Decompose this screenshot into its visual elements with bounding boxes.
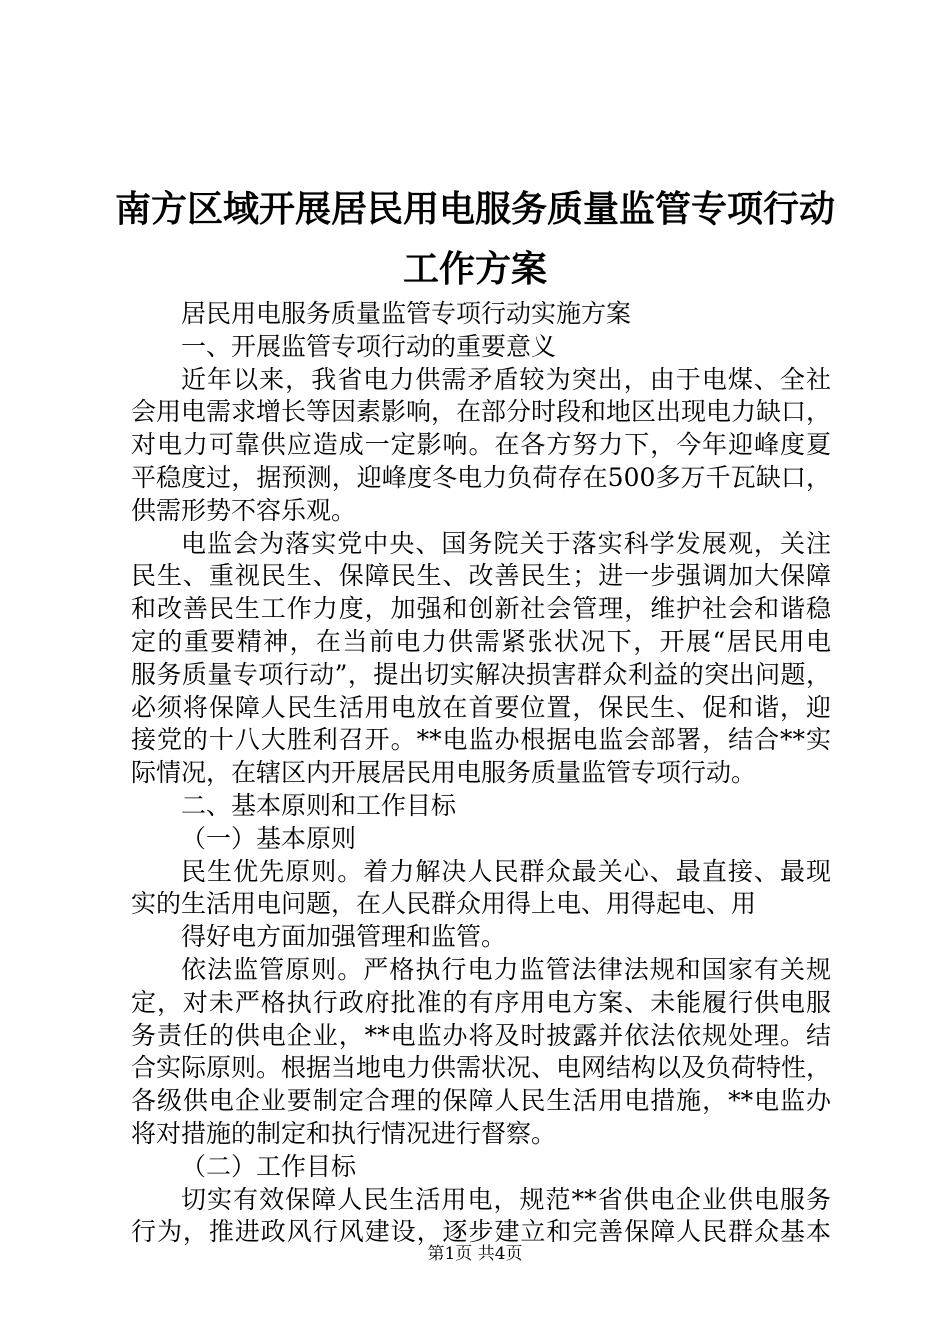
body-line: 际情况，在辖区内开展居民用电服务质量监管专项行动。: [131, 758, 757, 788]
body-line: 定，对未严格执行政府批准的有序用电方案、未能履行供电服: [131, 987, 831, 1017]
body-line: 行为，推进政风行风建设，逐步建立和完善保障人民群众基本: [131, 1217, 831, 1247]
body-line: 得好电方面加强管理和监管。: [181, 922, 507, 952]
body-line: 定的重要精神，在当前电力供需紧张状况下，开展“居民用电: [131, 626, 831, 656]
body-line: 实的生活用电问题，在人民群众用得上电、用得起电、用: [131, 889, 757, 919]
body-line: 民生、重视民生、保障民生、改善民生；进一步强调加大保障: [131, 561, 831, 591]
body-line: 平稳度过，据预测，迎峰度冬电力负荷存在500多万千瓦缺口，: [131, 462, 831, 492]
body-line: 切实有效保障人民生活用电，规范**省供电企业供电服务: [181, 1184, 831, 1214]
document-title-line-1: 南方区域开展居民用电服务质量监管专项行动: [114, 189, 835, 230]
body-line: 各级供电企业要制定合理的保障人民生活用电措施，**电监办: [131, 1086, 831, 1116]
body-line: 将对措施的制定和执行情况进行督察。: [131, 1118, 557, 1148]
body-line: 务责任的供电企业，**电监办将及时披露并依法依规处理。结: [131, 1020, 831, 1050]
body-line: 依法监管原则。严格执行电力监管法律法规和国家有关规: [181, 954, 831, 984]
body-line: 接党的十八大胜利召开。**电监办根据电监会部署，结合**实: [131, 725, 831, 755]
body-line: 会用电需求增长等因素影响，在部分时段和地区出现电力缺口，: [131, 397, 832, 427]
body-line: 和改善民生工作力度，加强和创新社会管理，维护社会和谐稳: [131, 594, 831, 624]
section-heading: 二、基本原则和工作目标: [181, 790, 457, 820]
document-title-line-2: 工作方案: [402, 249, 547, 290]
body-line: 居民用电服务质量监管专项行动实施方案: [181, 299, 632, 328]
section-heading: 一、开展监管专项行动的重要意义: [181, 331, 557, 361]
subsection-heading: （一）基本原则: [181, 823, 357, 853]
body-line: 电监会为落实党中央、国务院关于落实科学发展观，关注: [181, 528, 831, 558]
body-line: 近年以来，我省电力供需矛盾较为突出，由于电煤、全社: [181, 364, 831, 394]
subsection-heading: （二）工作目标: [181, 1151, 357, 1181]
body-line: 服务质量专项行动”，提出切实解决损害群众利益的突出问题，: [131, 659, 831, 689]
page-number-footer: 第1页 共4页: [427, 1244, 523, 1264]
body-line: 民生优先原则。着力解决人民群众最关心、最直接、最现: [181, 856, 831, 886]
body-line: 对电力可靠供应造成一定影响。在各方努力下，今年迎峰度夏: [131, 430, 831, 460]
document-body: [131, 298, 831, 1249]
body-line: 供需形势不容乐观。: [131, 495, 357, 525]
body-line: 必须将保障人民生活用电放在首要位置，保民生、促和谐，迎: [131, 692, 831, 722]
body-line: 合实际原则。根据当地电力供需状况、电网结构以及负荷特性，: [131, 1053, 832, 1083]
